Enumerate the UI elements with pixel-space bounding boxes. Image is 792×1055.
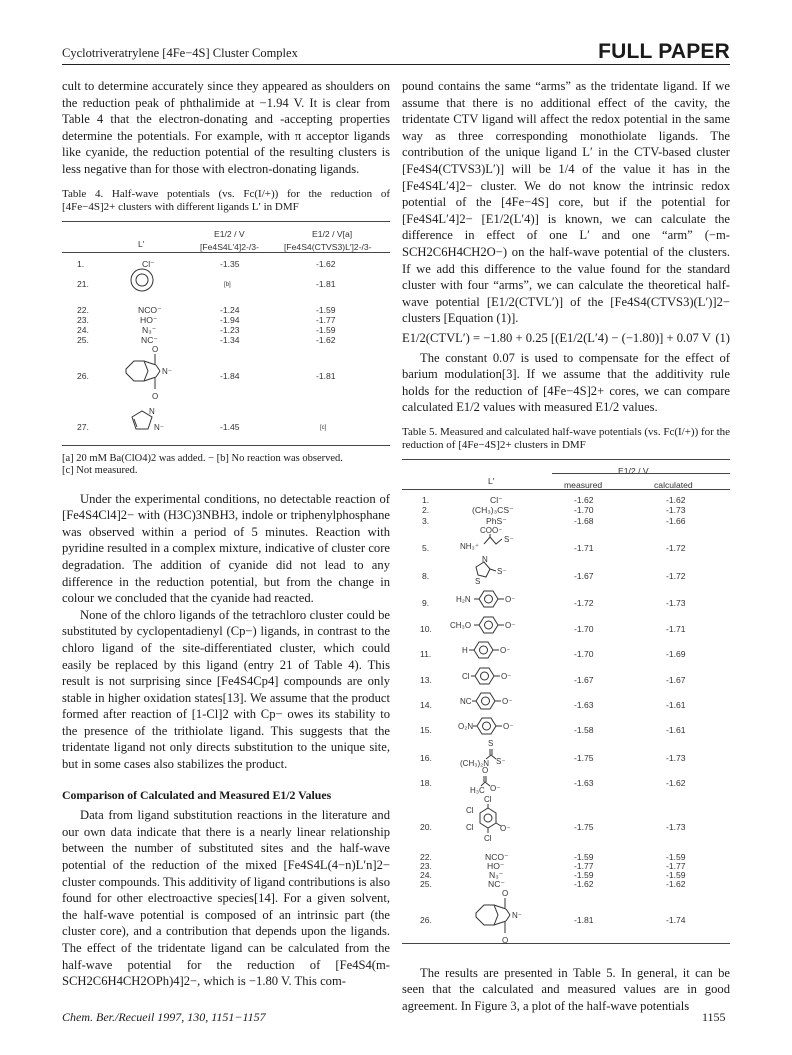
table5-top-rule [402,459,730,460]
table5-col-ligand: L′ [488,475,495,486]
svg-text:N⁻: N⁻ [154,422,164,432]
equation-1 [402,330,730,347]
phthalimide-structure-icon [122,344,182,407]
table5-group-rule [552,473,730,474]
chlorophenolate-structure-icon [462,665,532,687]
svg-text:O⁻: O⁻ [500,823,511,833]
left-intro-paragraph: cult to determine accurately since they appeared as shoulders on the reduction peak of phthalimide at −1.94 V. It is clear from Table 4 that the electron-donating and -accepting properties determine the potentials. For example, with π acceptor ligands like cyanide, the reduction potential of the resulting clusters is less negative than for those with electron-donating ligands. [62,79,390,176]
left-paragraph-2: Under the experimental conditions, no detectable reaction of [Fe4S4Cl4]2− with (H3C)3NBH3, indole or triphenylphosphane was observed within a period of 5 minutes. Reaction with pyridine resulted in a complex mixture, indicative of cluster core degradation. The addition of cyanide did not lead to any difference in the reduction potential, but from the change in colour we concluded that the cyanide had reacted. [62,491,390,606]
section-label: FULL PAPER [598,40,730,63]
header-rule [62,64,730,65]
methoxyphenolate-structure-icon [450,614,540,636]
svg-text:O⁻: O⁻ [501,671,512,681]
table4-top-rule [62,221,390,222]
left-column [62,78,390,990]
journal-citation: Chem. Ber./Recueil 1997, 130, 1151−1157 [62,1010,266,1024]
svg-text:S⁻: S⁻ [504,534,514,544]
running-title: Cyclotriveratrylene [4Fe−4S] Cluster Complex [62,46,298,60]
table4-col-b-sub: [Fe4S4(CTVS3)L′]2-/3- [284,241,372,252]
table4-caption: Table 4. Half-wave potentials (vs. Fc(I/+)) for the reduction of [4Fe−4S]2+ clusters with different ligands L′ in DMF [62,187,391,214]
svg-text:H₃C: H₃C [470,785,485,795]
svg-text:S: S [475,576,481,586]
svg-text:CH₃O: CH₃O [450,620,472,630]
nitrophenolate-structure-icon [458,715,528,737]
right-paragraph-2: The constant 0.07 is used to compensate for the effect of barium modulation[3]. If we assume that the additivity rule holds for the reduction of [4Fe−4S]2+ cores, we can compare calculated E1/2 values with measured E1/2 values. [402,350,730,415]
thiazoline-thiolate-structure-icon [470,554,520,587]
svg-text:S: S [488,738,494,748]
table4-col-b-head: E1/2 / V[a] [312,228,353,239]
svg-text:NH₃⁺: NH₃⁺ [460,541,480,551]
page-number: 1155 [702,1010,726,1024]
svg-text:O⁻: O⁻ [500,645,511,655]
svg-text:O: O [482,765,489,775]
dimethylthiocarbamate-structure-icon [460,739,530,769]
svg-text:H: H [462,645,468,655]
svg-text:O: O [502,935,509,945]
table4-footnote-2: [c] Not measured. [62,464,138,476]
svg-text:O: O [152,391,159,401]
svg-text:COO⁻: COO⁻ [480,525,503,535]
left-paragraph-4: Data from ligand substitution reactions in the literature and our own data indicate that there is a nearly linear relationship between the number of substituted sites and the half-wave potential of the reduction of the mixed [Fe4S4L(4−n)L′n]2− cluster compounds. This additivity of ligand contributions is also found for other electroactive species[14]. For a given solvent, the half-wave potential is composed of an intrinsic part (the cluster core), and a contribution that depends upon the ligands. The effect of the tridentate ligand can be calculated from the half-wave potential for the reduction of [Fe4S4(m-SCH2C6H4CH2OPh)4]2−, which is −1.80 V. This com- [62,808,390,989]
section-title: Comparison of Calculated and Measured E1/2 Values [62,787,332,802]
svg-text:O⁻: O⁻ [503,721,514,731]
phthalimide-structure-icon [472,888,532,947]
table4-col-a-head: E1/2 / V [214,228,245,239]
aminophenolate-structure-icon [456,588,536,610]
running-header [62,40,730,67]
table5-caption: Table 5. Measured and calculated half-wave potentials (vs. Fc(I/+)) for the reduction of [4Fe−4S]2+ clusters in DMF [402,425,731,452]
table4: L′ E1/2 / V [Fe4S4L′4]2-/3- E1/2 / V[a] [Fe4S4(CTVS3)L′]2-/3- 1. Cl⁻ -1.35 -1.62 21. [b] -1.81 22. NCO⁻ -1.24 -1.59 23. HO⁻ -1.94 -1.77 24. N₃⁻ -1.23 -1.59 25. NC⁻ -1.34 -1.62 O O N⁻ 26. -1.84 -1.81 N N⁻ 27. -1.45 [c] [a] 20 mM Ba(ClO4)2 was added. − [b] No reaction was observed. [c] Not measured. [62,219,390,491]
table4-col-ligand: L′ [138,238,145,249]
svg-text:N: N [149,406,155,416]
svg-text:O: O [152,344,159,354]
table5-col-calculated: calculated [654,479,693,490]
svg-text:Cl: Cl [484,794,492,804]
table4-head-rule [62,252,390,253]
table5-head-rule [402,489,730,490]
svg-text:S⁻: S⁻ [496,756,506,766]
tetrachlorophenolate-structure-icon [466,795,526,851]
acetate-structure-icon [470,767,520,795]
right-paragraph-3: The results are presented in Table 5. In general, it can be seen that the calculated and measured values are in good agreement. In Figure 3, a plot of the half-wave potentials [402,965,730,1014]
svg-text:S⁻: S⁻ [497,566,507,576]
svg-text:(CH₃)₂N: (CH₃)₂N [460,758,490,768]
svg-text:O⁻: O⁻ [505,620,516,630]
svg-text:O₂N: O₂N [458,721,474,731]
svg-text:O: O [502,888,509,898]
svg-text:Cl: Cl [462,671,470,681]
svg-text:NC: NC [460,696,472,706]
cysteinate-structure-icon [460,527,520,557]
table5-col-measured: measured [564,479,603,490]
svg-text:Cl: Cl [466,822,474,832]
svg-text:N: N [482,554,488,564]
table4-bottom-rule [62,445,390,446]
svg-text:Cl: Cl [466,805,474,815]
svg-text:Cl: Cl [484,833,492,843]
svg-text:H₂N: H₂N [456,594,471,604]
left-paragraph-3: None of the chloro ligands of the tetrachloro cluster could be substituted by cyclopentadienyl (Cp−) ligands, in contrast to the chloro ligand of the site-differentiated cluster, which could easily be replaced by this ligand (entry 21 of Table 4). This result is not surprising since [Fe4S4Cp4] compounds are only stable in higher oxidation states[13]. We assume that the product formed after reaction of [1-Cl]2 with Cp− owes its stability to the presence of the trithiolate ligand. This suggests that the tridentate ligand not only directs substitution to the unique site, but in some cases also stabilizes the product. [62,607,390,772]
svg-text:O⁻: O⁻ [490,783,501,793]
cyclopentadienyl-structure-icon [128,265,158,295]
cyanophenolate-structure-icon [460,690,530,712]
table4-col-a-sub: [Fe4S4L′4]2-/3- [200,241,259,252]
svg-text:N⁻: N⁻ [512,910,522,920]
table5-bottom-rule [402,943,730,944]
equation-text: E1/2(CTVL′) = −1.80 + 0.25 [(E1/2(L′4) − (−1.80)] + 0.07 V [402,330,711,345]
right-column [402,78,730,1015]
table5: L′ E1/2 / V measured calculated 1. Cl⁻ -1.62 -1.62 2. (CH₃)₃CS⁻ -1.70 -1.73 3. PhS⁻ -1.68 -1.66 COO⁻ NH₃⁺ S⁻ 5. -1.71 -1.72 N S S⁻ 8. -1.67 -1.72 H₂N O⁻ 9. -1.72 -1.73 CH₃O O⁻ 10. -1.70 -1.71 H O⁻ 11. -1.70 -1.69 Cl O⁻ 13. -1.67 -1.67 NC O⁻ 14. -1.63 -1.61 O₂N O⁻ 15. -1.58 -1.61 S (CH₃)₂N S⁻ 16. -1.75 -1.73 O H₃C O⁻ 18. -1.63 -1.62 Cl Cl Cl O⁻ Cl 20. -1.75 -1.73 22. NCO⁻ -1.59 -1.59 23. HO⁻ -1.77 -1.77 24. N₃⁻ -1.59 -1.59 25. NC⁻ -1.62 -1.62 O O N⁻ 26. -1.81 -1.74 [402,457,730,949]
table5-col-group: E1/2 / V [618,465,649,476]
pyrazolide-structure-icon [128,405,178,439]
svg-text:O⁻: O⁻ [505,594,516,604]
right-paragraph-1: pound contains the same “arms” as the tridentate ligand. If we assume that there is no additional effect of the cavity, the tridentate CTV ligand will affect the redox potential in the same way as three corresponding monothiolate ligands. The contribution of the unique ligand L′ in the CTV-based cluster [Fe4S4(CTVS3)L′)] will be 1/4 of the value it has in the [Fe4S4L′4]2− cluster. We do not know the intrinsic redox potential of the [4Fe−4S] core, but if the potential for [Fe4S4L′4]2− [E1/2(L′4)] is known, we can calculate the difference in effect of one L′ and one “arm” (−m-SCH2C6H4CH2O−) on the half-wave potential of the clusters. If we add this difference to the value found for the standard cluster with four “arms”, we can calculate the theoretical half-wave potential [E1/2(CTVL′)] of the [Fe4S4(CTVS3)(L′)]2− clusters [Equation (1)]. [402,79,730,326]
svg-text:O⁻: O⁻ [502,696,513,706]
equation-number: (1) [715,330,730,345]
table4-footnote-1: [a] 20 mM Ba(ClO4)2 was added. − [b] No reaction was observed. [62,452,343,464]
phenolate-structure-icon [462,639,532,661]
svg-text:N⁻: N⁻ [162,366,172,376]
